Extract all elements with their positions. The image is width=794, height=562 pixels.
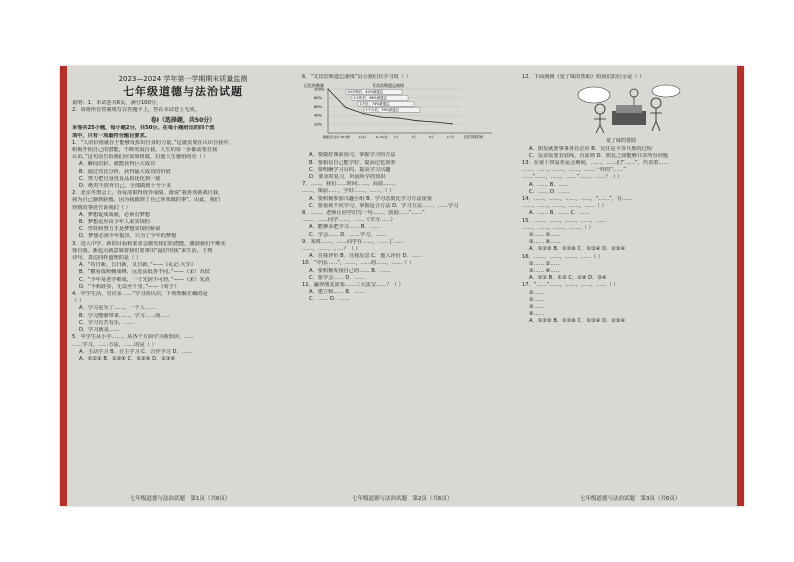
question-line: A．自我评价 B．自我反思 C．他人评价 D．……	[309, 253, 423, 260]
question-line: 13．在第十四届亚运会期间，……，……们“……”，代表着……	[522, 160, 669, 167]
chart-x-tick-label: 1天	[393, 135, 399, 140]
question-line: 认识。”这句话告诉我们应该如何做，启迪人生感悟的有（ ）	[72, 154, 209, 161]
page-1-footer: 七年级道德与法治试题 第1页（共6页）	[130, 496, 231, 502]
chart-x-tick-label: 6天	[429, 135, 434, 140]
page-1-column	[72, 74, 294, 488]
question-line: 9．某班……，……同学在……，……了……	[302, 238, 404, 245]
note-line: 2．请将所有答案填写在答题卡上，答在本试卷上无效。	[72, 107, 200, 114]
chart-data-point	[381, 117, 382, 118]
question-line: C．“少年易老学难成，一寸光阴不可轻。”——（宋）朱熹	[79, 276, 210, 283]
chart-annotation: 1个月后，79%被遗忘	[365, 108, 399, 113]
question-line: ……，……，……，……，……一样的“……”	[522, 167, 626, 174]
question-line: （ ）	[72, 298, 85, 305]
question-line: A．要积极参加兴趣小组 B．学习态度比学习方法重要	[309, 195, 432, 202]
question-line: 11．赢得朋友需要……三大法宝……？（ ）	[302, 282, 404, 289]
question-line: 10．“中国……”，……，……的……，……（ ）	[302, 260, 415, 267]
question-line: D．学习就是……	[79, 327, 120, 334]
section-title: 卷Ⅰ（选择题，共50分）	[150, 117, 216, 125]
cartoon-changed-help	[572, 83, 734, 145]
question-line: D．绝对不放弃自己，全部做到十全十美	[79, 183, 172, 190]
chart-annotation: 1天后，74%被遗忘	[359, 102, 390, 107]
question-line: ②……	[529, 296, 545, 303]
question-line: ③…… ④……	[529, 268, 561, 275]
question-line: A．要做好课前预习，掌握学习的方法	[309, 152, 396, 159]
question-line: B．通过对比分析，获得最大成功的价值	[79, 168, 171, 175]
question-line: 3．进入中学，新的目标和要求会激发我们的潜能，激励我们不断实	[72, 240, 226, 247]
instruction-line: 本卷共25小题，每小题2分，共50分。在每小题给出的四个选	[72, 125, 215, 132]
chart-y-tick-label: 40%	[314, 113, 322, 118]
chart-annotation: 1小时后，56%被遗忘	[353, 96, 387, 101]
page-3-footer: 七年级道德与法治试题 第3页（共6页）	[580, 496, 681, 502]
question-line: 4．中学生活，有许多……“学习的认识，下列理解正确的是	[72, 291, 208, 298]
question-line: 17．“……”……，……，……，……（ ）	[522, 282, 619, 289]
question-line: ①…… ②……	[529, 232, 561, 239]
question-12: 12．下面漫画《变了味的帮助》给我们的启示是（ ）	[522, 74, 645, 80]
chart-x-tick-label: 8~9小时	[376, 135, 388, 140]
page-3-column	[522, 74, 734, 488]
question-6-line: 6．“艾宾浩斯遗忘曲线”启示我们在学习时（ ）	[302, 74, 411, 80]
question-line: C．要学会…… D．……	[309, 274, 365, 281]
forgetting-curve-svg	[302, 83, 502, 147]
chart-data-point	[434, 122, 435, 123]
question-line: A．①②③ B．①②④ C．①③④ D．②③④	[529, 246, 626, 253]
question-line: ④……	[529, 311, 545, 318]
question-line: ③…… ④……	[529, 239, 561, 246]
question-line: 得到的事迹告诉我们（ ）	[72, 204, 131, 211]
question-line: A．能够多把学习…… B．……	[309, 224, 381, 231]
question-line: 8．……，老师让同学们写一句……，鼓励……“……”	[302, 210, 425, 217]
exam-notes	[72, 100, 294, 114]
chart-data-point	[363, 113, 364, 114]
question-line: D．梦想必须少年提出，只为了少年的梦想	[79, 233, 177, 240]
question-line: A．瞬间出彩，就能获得巨大成功	[79, 161, 156, 168]
section-instructions	[72, 125, 294, 139]
question-line: ……，课前……，学好……，……。（ ）	[302, 188, 395, 195]
chart-y-tick-label: 60%	[314, 105, 322, 110]
question-line: C．要重视不同学习，掌握适合方法 D．学习方法……，……学习	[309, 202, 459, 209]
question-line: ……学习，……方法，……的是（ ）	[72, 341, 157, 348]
exam-sheet	[60, 66, 744, 506]
chart-x-tick-label: 1个月	[447, 135, 455, 140]
question-line: 我为自己感到骄傲，因为我做到了自己喜欢做的事”。由此，我们	[72, 197, 220, 204]
question-line: ……，……，……，……。（ ）	[522, 224, 594, 231]
exam-title: 七年级道德与法治试题	[123, 85, 243, 98]
question-line: A．学习是为了……，一个人……	[79, 305, 156, 312]
chart-y-tick-label: 20%	[314, 122, 322, 127]
questions-page-1	[72, 140, 294, 363]
question-line: A．“苟日新，日日新，又日新。”——《礼记·大学》	[79, 262, 196, 269]
chart-x-tick-label: 20分钟	[340, 135, 350, 140]
question-line: 7．……，我们……时间……。高效……，	[302, 181, 399, 188]
forgetting-curve-chart	[302, 83, 514, 150]
question-line: D．要及时复习，巩固所学的知识	[309, 174, 386, 181]
question-6	[302, 74, 514, 81]
question-line: D．“不积跬步，无以至千里。”——《荀子》	[79, 283, 180, 290]
question-line: ③……	[529, 304, 545, 311]
chart-data-point	[416, 120, 417, 121]
question-line: ……，……同学……，……《学习……》	[302, 217, 396, 224]
question-line: A．梦想促成成就，必须有梦想	[79, 211, 150, 218]
question-line: C．学会…… D．……学习，……	[309, 231, 386, 238]
question-line: C．学习有苦有乐，……	[79, 319, 135, 326]
chart-y-tick-label: 100%	[314, 87, 325, 92]
questions-page-3	[522, 146, 734, 326]
question-line: C．努力把自身优良品质优化到一致	[79, 175, 161, 182]
question-line: 1．“人的价值就在于能够发挥出自身的力量。”这就需要在认识自我中，	[72, 139, 234, 146]
question-line: A．…… B．……	[529, 181, 569, 188]
red-margin-right	[737, 66, 744, 506]
question-line: A．朋友就要事事各有必应 B．交往是平等互惠的过程	[529, 145, 652, 152]
question-line: 诗句，表达同样道理的是（ ）	[72, 255, 142, 262]
page-2-footer: 七年级道德与法治试题 第2页（共6页）	[352, 496, 453, 502]
cartoon-caption: 变了味的帮助	[606, 138, 637, 145]
question-line: ……，……，……？（ ）	[302, 246, 361, 253]
question-line: 5．中学生从小学……，从各个方面学习新知识，……	[72, 334, 195, 341]
question-line: B．要相信自己能学好，提高记忆效率	[309, 159, 396, 166]
question-line: C．要明确学习目的，提高学习兴趣	[309, 166, 391, 173]
question-line: A．建立和…… B．……	[309, 289, 365, 296]
red-margin-left	[60, 66, 67, 506]
question-line: C．友谊需要有底线，有原则 D．朋友之间能够共享所有问题	[529, 152, 668, 159]
question-line: A．①②③ B．①②④ C．①③④ D．②③④	[79, 355, 176, 362]
question-line: C．…… D．……	[529, 188, 570, 195]
question-line: A．要积极发扬自己的…… B．……	[309, 267, 391, 274]
chart-title: 艾宾浩斯遗忘曲线	[372, 83, 404, 89]
chart-ylabel: 记忆的数量	[304, 83, 324, 89]
question-line: ①……	[529, 289, 545, 296]
question-line: 14．……，……，……，……，“……”，在……	[522, 196, 633, 203]
chart-x-tick-label: 刚刚记忆完毕	[323, 135, 340, 140]
question-line: C．坚持和努力才是梦想实现的桥梁	[79, 226, 161, 233]
chart-y-tick-label: 80%	[314, 96, 322, 101]
question-line: B．梦想是应由少年人来实现的	[79, 219, 150, 226]
cartoon-illustration	[572, 83, 682, 135]
question-line: 15．……，……，……，……，……	[522, 217, 607, 224]
question-line: B．学习能够带来……，学习……而……	[79, 312, 171, 319]
question-line: 现自我。新起点就意味着我们要拿出“最好的我”来生活。下列	[72, 247, 213, 254]
chart-data-point	[327, 89, 328, 90]
question-line: ①…… ②……	[529, 260, 561, 267]
chart-data-point	[398, 118, 399, 119]
exam-header: 2023—2024 学年第一学期期末质量监测	[118, 75, 248, 83]
question-line: B．“横看成岭侧成峰，远近高低各不同。”——（宋）苏轼	[79, 269, 210, 276]
question-line: ……“……，……，……”……，……？（ ）	[522, 174, 623, 181]
question-line: A．主动学习 B．自主学习 C．合作学习 D．……	[79, 348, 193, 355]
question-line: C．…… D．……	[309, 296, 350, 303]
chart-x-tick-label: 1小时	[358, 135, 366, 140]
chart-annotation: 20分钟后，42%被遗忘	[347, 90, 384, 95]
question-line: A．…… B．…… C．……	[529, 210, 590, 217]
chart-data-point	[345, 107, 346, 108]
question-line: A．①② B．①③ C．②④ D．③④	[529, 275, 607, 282]
question-line: 2．北京冬奥会上，谷爱凌取得优异成绩。她说“我喜欢挑战自我，	[72, 190, 224, 197]
instruction-line: 项中，只有一项最符合题目要求。	[72, 132, 150, 139]
chart-x-tick-label: 2天	[411, 135, 417, 140]
question-line: A．①②③ B．①②④ C．①③④ D．②③④	[529, 318, 626, 325]
question-line: ……，……，……，……。……（ ）	[522, 203, 607, 210]
page-2-column	[302, 74, 514, 488]
chart-x-tail-label: 记忆持续时间	[464, 135, 484, 140]
question-line: 积极开拓自己的潜能，不断发展自我。人生的每一步都需要自我	[72, 147, 218, 154]
questions-page-2	[302, 152, 514, 303]
note-line: 说明：1．本试卷共6页，满分100分。	[72, 100, 162, 106]
question-line: 16．……，……，……，……（ ）	[522, 253, 603, 260]
chart-data-point	[451, 123, 452, 124]
